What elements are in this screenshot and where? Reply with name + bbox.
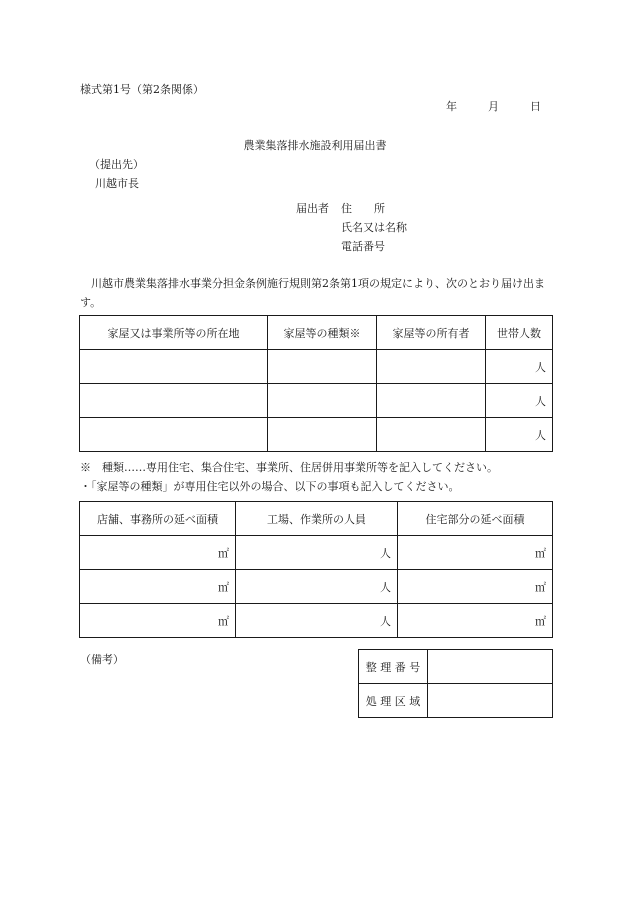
owner-cell[interactable] xyxy=(377,350,486,384)
date-day-label: 日 xyxy=(530,100,541,113)
note-types: ※ 種類……専用住宅、集合住宅、事業所、住居併用事業所等を記入してください。 xyxy=(80,461,498,474)
factory-staff-cell[interactable]: 人 xyxy=(236,604,398,638)
table-row xyxy=(80,350,553,384)
location-cell[interactable] xyxy=(80,350,268,384)
owner-cell[interactable] xyxy=(377,384,486,418)
document-title: 農業集落排水施設利用届出書 xyxy=(243,139,387,152)
table-row xyxy=(359,650,553,684)
office-use-table xyxy=(358,649,553,718)
factory-staff-cell[interactable]: 人 xyxy=(236,570,398,604)
type-cell[interactable] xyxy=(268,418,377,452)
table-row xyxy=(80,384,553,418)
date-month-label: 月 xyxy=(488,100,499,113)
header-factory-staff: 工場、作業所の人員 xyxy=(236,502,398,536)
header-home-area: 住宅部分の延べ面積 xyxy=(398,502,553,536)
table-row xyxy=(80,604,553,638)
table-row xyxy=(80,536,553,570)
header-type: 家屋等の種類※ xyxy=(268,316,377,350)
household-table xyxy=(79,315,553,452)
submit-to-label: （提出先） xyxy=(89,158,144,171)
factory-staff-cell[interactable]: 人 xyxy=(236,536,398,570)
processing-area-cell[interactable] xyxy=(428,684,553,718)
home-area-cell[interactable]: ㎡ xyxy=(398,570,553,604)
form-number: 様式第1号（第2条関係） xyxy=(80,83,204,96)
table-header-row xyxy=(80,316,553,350)
table-row xyxy=(80,570,553,604)
header-owner: 家屋等の所有者 xyxy=(377,316,486,350)
area-table xyxy=(79,501,553,638)
remarks-label: （備考） xyxy=(80,653,124,666)
table-header-row xyxy=(80,502,553,536)
table-row xyxy=(359,684,553,718)
location-cell[interactable] xyxy=(80,418,268,452)
location-cell[interactable] xyxy=(80,384,268,418)
header-shop-area: 店舗、事務所の延べ面積 xyxy=(80,502,236,536)
name-label: 氏名又は名称 xyxy=(341,221,407,234)
table-row xyxy=(80,418,553,452)
applicant-label: 届出者 xyxy=(296,202,329,215)
shop-area-cell[interactable]: ㎡ xyxy=(80,570,236,604)
type-cell[interactable] xyxy=(268,384,377,418)
reference-number-label: 整 理 番 号 xyxy=(359,650,428,684)
date-year-label: 年 xyxy=(446,100,457,113)
date-line xyxy=(446,98,541,114)
address-label: 住 所 xyxy=(341,202,385,215)
owner-cell[interactable] xyxy=(377,418,486,452)
household-count-cell[interactable]: 人 xyxy=(486,384,553,418)
phone-label: 電話番号 xyxy=(341,240,385,253)
header-household-count: 世帯人数 xyxy=(486,316,553,350)
type-cell[interactable] xyxy=(268,350,377,384)
home-area-cell[interactable]: ㎡ xyxy=(398,604,553,638)
shop-area-cell[interactable]: ㎡ xyxy=(80,536,236,570)
home-area-cell[interactable]: ㎡ xyxy=(398,536,553,570)
header-location: 家屋又は事業所等の所在地 xyxy=(80,316,268,350)
body-text: 川越市農業集落排水事業分担金条例施行規則第2条第1項の規定により、次のとおり届け出ます。 xyxy=(80,277,545,309)
shop-area-cell[interactable]: ㎡ xyxy=(80,604,236,638)
household-count-cell[interactable]: 人 xyxy=(486,418,553,452)
recipient: 川越市長 xyxy=(95,177,139,190)
household-count-cell[interactable]: 人 xyxy=(486,350,553,384)
reference-number-cell[interactable] xyxy=(428,650,553,684)
processing-area-label: 処 理 区 域 xyxy=(359,684,428,718)
note-additional: ・「家屋等の種類」が専用住宅以外の場合、以下の事項も記入してください。 xyxy=(80,480,460,493)
